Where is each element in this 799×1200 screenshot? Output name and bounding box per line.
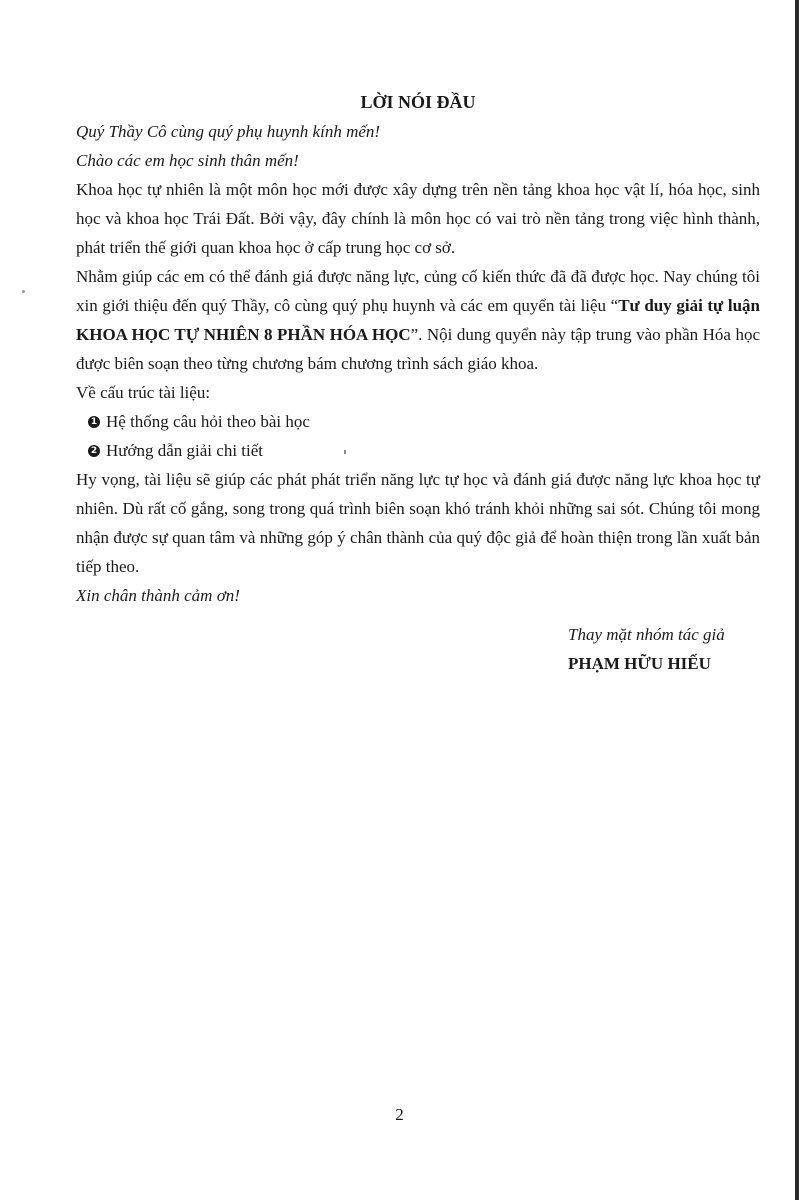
paragraph-closing: Hy vọng, tài liệu sẽ giúp các phát phát triển năng lực tự học và đánh giá được năng lực khoa học tự nhiên. Dù rất cố gắng, song trong quá trình biên soạn khó tránh khỏi những sai sót. Chúng tôi mong nhận được sự quan tâm và những góp ý chân thành của quý độc giả để hoàn thiện trong lần xuất bản tiếp theo. [76, 470, 760, 576]
number-1-icon: 1 [88, 416, 100, 428]
greeting-line: Quý Thầy Cô cùng quý phụ huynh kính mến! [76, 122, 381, 141]
book-title: Tư duy giải tự luận KHOA HỌC TỰ NHIÊN 8 PHẦN HÓA HỌC [76, 296, 760, 344]
preface-content [76, 88, 760, 610]
greeting-line: Chào các em học sinh thân mến! [76, 151, 299, 170]
paragraph-purpose [76, 262, 760, 378]
list-item [76, 436, 760, 465]
scan-speck [22, 290, 25, 293]
structure-heading: Về cấu trúc tài liệu: [76, 383, 211, 402]
signature-name: PHẠM HỮU HIẾU [568, 654, 711, 673]
paragraph-intro: Khoa học tự nhiên là một môn học mới được xây dựng trên nền tảng khoa học vật lí, hóa học, sinh học và khoa học Trái Đất. Bởi vậy, đây chính là môn học có vai trò nền tảng trong việc hình thành, phát triển thế giới quan khoa học ở cấp trung học cơ sở. [76, 180, 760, 257]
signature-role: Thay mặt nhóm tác giả [568, 625, 725, 644]
paragraph-text: ”. Nội dung quyển này tập trung vào phần Hóa học được biên soạn theo từng chương bám chương trình sách giáo khoa. [76, 325, 761, 373]
list-item-text: Hệ thống câu hỏi theo bài học [106, 412, 310, 431]
signature-block [568, 620, 758, 678]
paragraph-text: Nhằm giúp các em có thể đánh giá được năng lực, củng cố kiến thức đã đã được học. Nay chúng tôi xin giới thiệu đến quý Thầy, cô cùng quý phụ huynh và các em quyển tài liệu “ [76, 267, 760, 315]
list-item [76, 407, 760, 436]
page-number: 2 [395, 1105, 404, 1124]
list-item-text: Hướng dẫn giải chi tiết [106, 441, 264, 460]
page-title: LỜI NÓI ĐẦU [360, 92, 476, 112]
number-2-icon: 2 [88, 445, 100, 457]
thanks-line: Xin chân thành cảm ơn! [76, 586, 240, 605]
page-edge-shadow [795, 0, 799, 1200]
